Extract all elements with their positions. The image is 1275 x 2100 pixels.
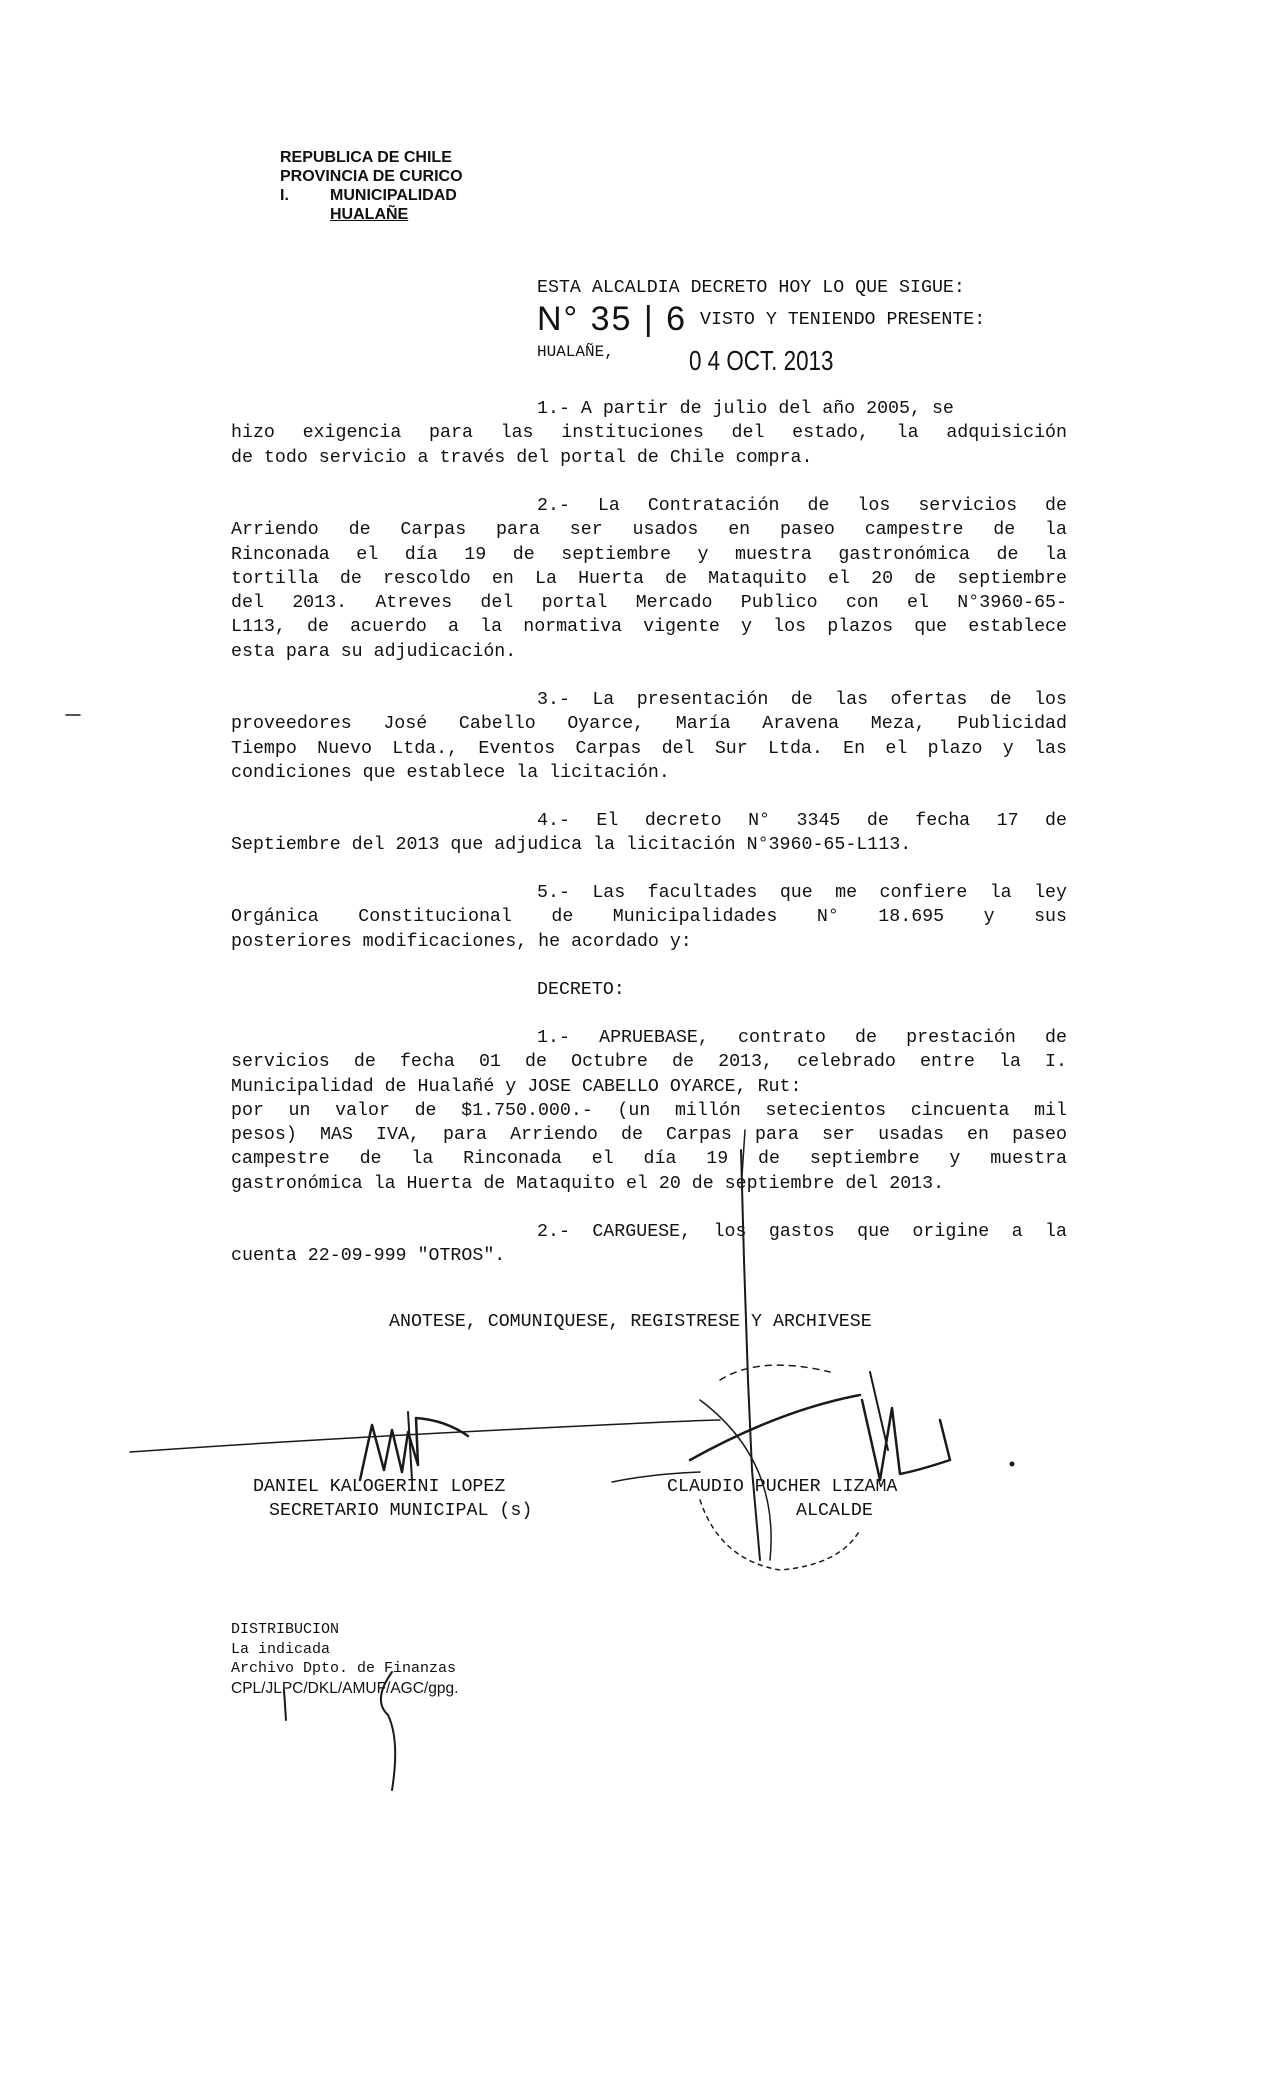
paragraph-line: del 2013. Atreves del portal Mercado Publico con el N°3960-65- xyxy=(231,593,1067,614)
distribution-line: La indicada xyxy=(231,1640,331,1658)
signature-right-name: CLAUDIO PUCHER LIZAMA xyxy=(667,1477,898,1497)
paragraph-line: Tiempo Nuevo Ltda., Eventos Carpas del Sur Ltda. En el plazo y las xyxy=(231,738,1067,759)
decreto-heading: DECRETO: xyxy=(537,980,625,1000)
paragraph-line: hizo exigencia para las instituciones del estado, la adquisición xyxy=(231,423,1067,444)
distribution-initials: CPL/JLPC/DKL/AMUF/AGC/gpg. xyxy=(231,1679,459,1697)
paragraph-line: 2.- La Contratación de los servicios de xyxy=(537,496,1067,516)
signature-stroke xyxy=(130,1420,720,1452)
paragraph-line: gastronómica la Huerta de Mataquito el 20 de septiembre del 2013. xyxy=(231,1173,945,1194)
letterhead-province: PROVINCIA DE CURICO xyxy=(280,168,463,185)
handwritten-flourish-icon xyxy=(381,1672,395,1790)
paragraph-line: proveedores José Cabello Oyarce, María Aravena Meza, Publicidad xyxy=(231,714,1067,735)
paragraph-line: 3.- La presentación de las ofertas de los xyxy=(537,690,1067,710)
paragraph-line: Municipalidad de Hualañé y JOSE CABELLO OYARCE, Rut: xyxy=(231,1076,802,1097)
paragraph-line: L113, de acuerdo a la normativa vigente y los plazos que establece xyxy=(231,617,1067,638)
letterhead-country: REPUBLICA DE CHILE xyxy=(280,149,452,166)
paragraph-line: por un valor de $1.750.000.- (un millón setecientos cincuenta mil xyxy=(231,1100,1067,1121)
decree-place: HUALAÑE, xyxy=(537,343,614,361)
visto-heading: VISTO Y TENIENDO PRESENTE: xyxy=(700,310,986,330)
paragraph-line: condiciones que establece la licitación. xyxy=(231,762,670,783)
decree-intro: ESTA ALCALDIA DECRETO HOY LO QUE SIGUE: xyxy=(537,278,965,298)
decree-number-stamp: N° 35 | 6 xyxy=(537,300,688,338)
signature-left-name: DANIEL KALOGERINI LOPEZ xyxy=(253,1477,506,1497)
decree-date-stamp: 0 4 OCT. 2013 xyxy=(689,345,834,376)
right-signature-icon xyxy=(690,1395,950,1480)
signature-right-title: ALCALDE xyxy=(796,1501,873,1521)
paragraph-line: 4.- El decreto N° 3345 de fecha 17 de xyxy=(537,811,1067,831)
paragraph-line: posteriores modificaciones, he acordado y: xyxy=(231,931,692,952)
paragraph-line: pesos) MAS IVA, para Arriendo de Carpas para ser usadas en paseo xyxy=(231,1125,1067,1146)
paragraph-line: campestre de la Rinconada el día 19 de septiembre y muestra xyxy=(231,1149,1067,1170)
paragraph-line: Arriendo de Carpas para ser usados en paseo campestre de la xyxy=(231,520,1067,541)
paragraph-line: 2.- CARGUESE, los gastos que origine a la xyxy=(537,1222,1067,1242)
paragraph-line: Rinconada el día 19 de septiembre y muestra gastronómica de la xyxy=(231,544,1067,565)
paragraph-line: de todo servicio a través del portal de Chile compra. xyxy=(231,447,813,468)
letterhead-prefix: I. xyxy=(280,187,289,204)
letterhead-municipality-text: MUNICIPALIDAD xyxy=(330,187,457,204)
left-signature-icon xyxy=(360,1418,468,1480)
distribution-title: DISTRIBUCION xyxy=(231,1621,340,1638)
signature-left-title: SECRETARIO MUNICIPAL (s) xyxy=(269,1501,533,1521)
paragraph-line: servicios de fecha 01 de Octubre de 2013, celebrado entre la I. xyxy=(231,1052,1067,1073)
paragraph-line: 5.- Las facultades que me confiere la ley xyxy=(537,883,1067,903)
letterhead-commune: HUALAÑE xyxy=(330,206,409,223)
paragraph-line: 1.- A partir de julio del año 2005, se xyxy=(537,399,954,419)
paragraph-line: cuenta 22-09-999 "OTROS". xyxy=(231,1246,506,1267)
distribution-line: Archivo Dpto. de Finanzas xyxy=(231,1660,457,1677)
paragraph-line: 1.- APRUEBASE, contrato de prestación de xyxy=(537,1028,1067,1048)
paragraph-line: Septiembre del 2013 que adjudica la licitación N°3960-65-L113. xyxy=(231,835,912,856)
paragraph-line: Orgánica Constitucional de Municipalidades N° 18.695 y sus xyxy=(231,907,1067,928)
closing-formula: ANOTESE, COMUNIQUESE, REGISTRESE Y ARCHIVESE xyxy=(389,1312,872,1332)
paragraph-line: esta para su adjudicación. xyxy=(231,641,517,662)
paragraph-line: tortilla de rescoldo en La Huerta de Mataquito el 20 de septiembre xyxy=(231,568,1067,589)
municipal-seal-icon xyxy=(700,1500,860,1570)
signature-stroke xyxy=(741,1150,760,1560)
